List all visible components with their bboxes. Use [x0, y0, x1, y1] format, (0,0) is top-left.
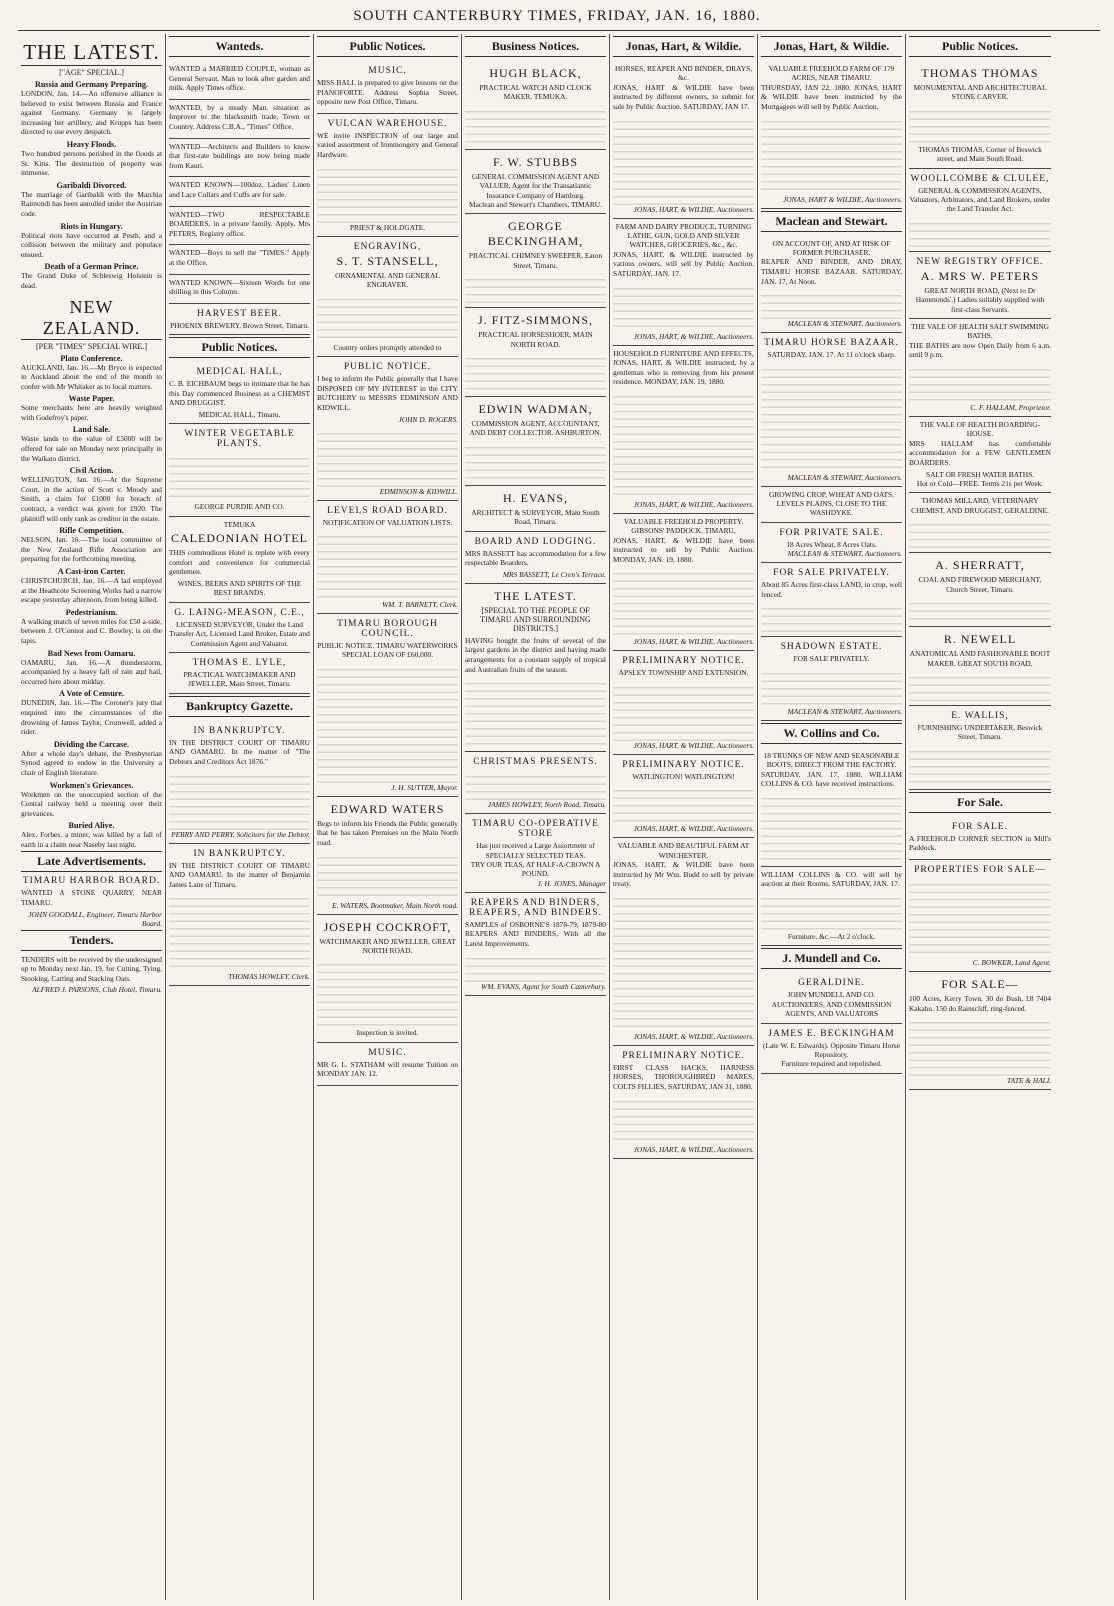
ad-title: NEW REGISTRY OFFICE. [916, 256, 1044, 267]
ad-signature: THOMAS THOMAS, Corner of Beswick street, and Main South Road. [918, 144, 1042, 164]
ad-title: FOR PRIVATE SALE. [779, 527, 884, 538]
ad-text-block [761, 602, 902, 632]
ad-text-block [465, 952, 606, 982]
ad-signature: JONAS, HART & WILDIE, Auctioneers. [783, 194, 902, 204]
ad-body: Has just received a Large Assortment of SPECIALLY SELECTED TEAS. [476, 841, 595, 860]
ad-body: REAPER AND BINDER, AND DRAY, TIMARU HORSE BAZAAR. SATURDAY, JAN. 17, At Noon. [761, 257, 902, 286]
ad-title: ENGRAVING, [353, 241, 422, 252]
ad-title: A. MRS W. PETERS [920, 268, 1040, 283]
ad-body: JOHN MUNDELL AND CO. AUCTIONEERS, AND COMMISSION AGENTS, AND VALUATORS [771, 990, 892, 1019]
ad-body: Hot or Cold—FREE. Terms 21s per Week. [916, 479, 1044, 489]
ad-text-block [317, 427, 458, 487]
ad-title: TEMUKA [223, 519, 256, 529]
ad-body: Begs to inform his Friends the Public generally that he has taken Premises on the Main North road. [317, 818, 458, 847]
ad-title: H. EVANS, [502, 490, 569, 505]
ad-signature: JONAS, HART, & WILDIE, Auctioneers. [633, 331, 754, 341]
ad-title: LEVELS ROAD BOARD. [327, 505, 448, 516]
news-body: A walking match of seven miles for £50 a-side, between J. O'Connor and C. Bowley, is on the tapis. [21, 616, 162, 645]
late-ads-heading: Late Advertisements. [21, 851, 162, 872]
column-auctioneers [758, 34, 906, 1600]
public-notices-heading: Public Notices. [169, 337, 310, 358]
ad-title: GERALDINE. [798, 978, 865, 989]
ad-title: VALUABLE FREEHOLD FARM OF 179 ACRES, NEAR TIMARU. [768, 64, 895, 83]
ad-title: HOUSEHOLD FURNITURE AND EFFECTS, [613, 348, 754, 358]
ad-text-block [761, 667, 902, 707]
ad-body: SATURDAY, JAN. 17, 1880. WILLIAM COLLINS & CO. have received instructions. [761, 769, 902, 789]
ad-body: GREAT NORTH ROAD, (Next to Dr Hammonds'.) Ladies suitably supplied with first-class Servants. [915, 285, 1045, 314]
ad-text-block [613, 784, 754, 824]
wanted-ad: WANTED—Boys to sell the "TIMES." Apply at the Office. [169, 248, 310, 267]
wanted-ad: WANTED, by a steady Man, situation as Improver to the blacksmith trade, Town or Country. Address C.B.A., "Times" Office. [169, 102, 310, 131]
ad-body: LEVELS PLAINS, CLOSE TO THE WASHDYKE. [776, 499, 887, 518]
ad-signature: TATE & HALL [1007, 1076, 1051, 1086]
news-body: NELSON, Jan. 16.—The local committee of the New Zealand Rifle Association are preparing for the forthcoming meeting. [21, 535, 162, 564]
ad-text-block [909, 105, 1051, 145]
ad-title: PUBLIC NOTICE. [343, 362, 432, 373]
ad-body: JONAS, HART, & WILDIE have been instructed by Mr Wm. Budd to sell by private treaty. [613, 860, 754, 889]
ad-title: WOOLLCOMBE & CLULEE, [910, 173, 1050, 184]
ad-title: EDWARD WATERS [330, 801, 445, 816]
ad-title: G. LAING-MEASON, C.E., [174, 607, 305, 618]
ad-body: IN THE DISTRICT COURT OF TIMARU AND OAMARU. In the matter of Benjamin James Lane of Timaru. [169, 860, 310, 889]
news-headline: Pedestrianism. [65, 607, 118, 617]
ad-text-block [613, 567, 754, 637]
news-headline: Riots in Hungary. [60, 221, 123, 231]
jonas-heading: Jonas, Hart, & Wildie. [613, 36, 754, 57]
ad-signature: WM. T. BARNETT, Clerk. [382, 599, 458, 609]
ad-title: VALUABLE AND BEAUTIFUL FARM AT WINCHESTER. [617, 841, 750, 860]
ad-signature: JONAS, HART, & WILDIE, Auctioneers. [633, 637, 754, 647]
ad-signature: JONAS, HART, & WILDIE, Auctioneers. [633, 1031, 754, 1041]
ad-body: WANTED A STONE QUARRY, NEAR TIMARU. [21, 888, 162, 908]
ad-signature: PERRY AND PERRY, Solicitors for the Debtor. [171, 829, 310, 839]
ad-text-block [909, 878, 1051, 958]
news-headline: Rifle Competition. [59, 526, 124, 536]
ad-title: EDWIN WADMAN, [478, 402, 593, 417]
ad-title: THOMAS THOMAS [921, 66, 1039, 80]
collins-heading: W. Collins and Co. [761, 723, 902, 744]
ad-title: REAPERS AND BINDERS, REAPERS, AND BINDERS. [469, 897, 602, 918]
ad-title: A. SHERRATT, [935, 558, 1025, 573]
ad-body: WE invite INSPECTION of our large and varied assortment of Ironmongery and General Hardware. [317, 130, 458, 159]
ad-title: SALT OR FRESH WATER BATHS. [925, 469, 1035, 479]
ad-title: MUSIC. [368, 66, 407, 76]
ad-signature: JOHN D. ROGERS. [398, 414, 458, 424]
ad-text-block [761, 792, 902, 862]
ad-title: R. NEWELL [943, 632, 1017, 647]
ad-signature: PRIEST & HOLDGATE. [349, 222, 426, 232]
ad-title: TIMARU BOROUGH COUNCIL. [337, 618, 438, 639]
ad-text-block [613, 892, 754, 1032]
ad-text-block [317, 163, 458, 223]
news-body: Political riots have occurred at Pesth, and a collision between the military and populace ensued. [21, 230, 162, 259]
ad-title: PRELIMINARY NOTICE. [622, 656, 745, 667]
ad-title: THE VALE OF HEALTH BOARDING-HOUSE. [919, 420, 1041, 439]
newspaper-page [18, 34, 1102, 1600]
ad-text-block [613, 681, 754, 741]
news-headline: Land Sale. [72, 425, 111, 435]
ad-signature: ALFRED J. PARSONS, Club Hotel, Timaru. [32, 985, 162, 995]
ad-signature: J. H. JONES, Manager [537, 878, 606, 888]
ad-body: COAL AND FIREWOOD MERCHANT, Church Street, Timaru. [918, 575, 1042, 594]
ad-title: GROWING CROP, WHEAT AND OATS. [769, 489, 894, 499]
ad-text-block [909, 671, 1051, 701]
for-sale-heading: For Sale. [909, 792, 1051, 813]
ad-body: Furniture repaired and repolished. [781, 1059, 882, 1069]
public-notices-heading: Public Notices. [909, 36, 1051, 57]
ad-signature: MACLEAN & STEWART, Auctioneers. [787, 706, 902, 716]
ad-body: TENDERS will be received by the undersigned up to Monday next Jan. 19, for Cutting, Tying, Stooking, Carting and Stacking Oats. [21, 954, 162, 983]
ad-title: CHRISTMAS PRESENTS. [473, 757, 598, 768]
wanted-ad: WANTED KNOWN—Sixteen Words for one shilling in this Column. [169, 277, 310, 297]
ad-signature: C. BOWKER, Land Agent. [972, 957, 1051, 967]
ad-title: MUSIC. [368, 1047, 407, 1058]
ad-title: JAMES E. BECKINGHAM [768, 1028, 895, 1039]
latest-title: THE LATEST. [21, 40, 162, 66]
ad-title: SHADOWN ESTATE. [780, 642, 883, 653]
ad-text-block [169, 770, 310, 830]
ad-body: MRS HALLAM has comfortable accommodation for a FEW GENTLEMEN BOARDERS. [909, 438, 1051, 468]
ad-body: About 85 Acres first-class LAND, in crop, well fenced. [761, 580, 902, 599]
ad-body: PRACTICAL WATCH AND CLOCK MAKER, TEMUKA. [479, 83, 592, 102]
ad-body: GENERAL COMMISSION AGENT AND VALUER, Agent for the Transatlantic Insurance Company of Hamburg. [471, 171, 600, 200]
news-headline: Dividing the Carcase. [53, 739, 130, 749]
ad-signature: C. F. HALLAM, Proprietor. [970, 403, 1051, 413]
ad-body: I beg to inform the Public generally that I have DISPOSED OF MY INTEREST in the CITY BUTCHERY to MESSRS EDMINSON AND KIDWILL. [317, 374, 458, 412]
ad-title: F. W. STUBBS [492, 154, 579, 169]
ad-signature: MACLEAN & STEWART, Auctioneers. [787, 319, 902, 329]
ad-body: WATLINGTON! WATLINGTON! [632, 771, 735, 781]
news-body: Workmen on the unoccupied section of the Central railway held a meeting over their grievances. [21, 789, 162, 818]
ad-title: THOMAS MILLARD, VETERINARY CHEMIST, AND DRUGGIST, GERALDINE. [911, 496, 1049, 515]
ad-signature: GEORGE PURDIE AND CO. [194, 502, 285, 512]
ad-text-block [761, 892, 902, 932]
column-public-notices [314, 34, 462, 1600]
ad-text-block [465, 352, 606, 392]
bankruptcy-heading: Bankruptcy Gazette. [169, 696, 310, 717]
ad-body: A FREEHOLD CORNER SECTION in Mill's Paddock. [909, 833, 1051, 853]
column-wanteds [166, 34, 314, 1600]
news-headline: Heavy Floods. [66, 139, 117, 149]
wanted-ad: WANTED—Architects and Builders to know that first-rate buildings are now being made from Kauri. [169, 141, 310, 170]
ad-body: WATCHMAKER AND JEWELLER, GREAT NORTH ROAD. [319, 936, 456, 955]
ad-title: HUGH BLACK, [489, 66, 582, 80]
ad-title: E. WALLIS, [951, 710, 1009, 721]
ad-body: 100 Acres, Kerry Town. 30 do Bush, £8 7404 Kakahu. 150 do Rainscliff, ring-fenced. [909, 993, 1051, 1013]
ad-body: PRACTICAL WATCHMAKER AND JEWELLER, Main Street, Timaru. [183, 669, 296, 689]
ad-body: JONAS, HART, & WILDIE instructed by various owners, will sell by Public Auction. SATURDAY, JAN. 17. [613, 249, 754, 278]
ad-body: SATURDAY, JAN. 17. At 11 o'clock sharp. [767, 350, 896, 360]
masthead: SOUTH CANTERBURY TIMES, FRIDAY, JAN. 16, 1880. [353, 8, 761, 24]
ad-body: APSLEY TOWNSHIP AND EXTENSION. [618, 668, 749, 678]
ad-body: COMMISSION AGENT, ACCOUNTANT, AND DEBT COLLECTOR. ASHBURTON. [469, 419, 602, 438]
ad-signature: E. WATERS, Bootmaker, Main North road. [331, 900, 458, 910]
ad-title: FOR SALE PRIVATELY. [773, 568, 890, 579]
ad-body: 18 Acres Wheat, 8 Acres Oats. [786, 539, 877, 549]
column-business-notices [462, 34, 610, 1600]
ad-signature: JONAS, HART, & WILDIE, Auctioneers. [633, 824, 754, 834]
wanteds-heading: Wanteds. [169, 36, 310, 57]
masthead-rule [18, 30, 1100, 31]
ad-text-block [465, 441, 606, 481]
news-headline: Buried Alive. [68, 821, 115, 831]
news-body: LONDON, Jan. 14.—An offensive alliance is believed to exist between Russia and France against Germany. Germany is largely increasing her artillery, and Krupps has been directed to use every despatch. [21, 89, 162, 137]
news-headline: Workmen's Grievances. [49, 780, 134, 790]
ad-signature: JAMES HOWLEY, North Road, Timaru. [487, 800, 606, 810]
ad-body: (Late W. E. Edwards). Opposite Timaru Horse Repository. [763, 1040, 900, 1060]
tenders-heading: Tenders. [21, 930, 162, 951]
ad-signature: EDMINSON & KIDWILL. [379, 486, 458, 496]
latest-subtitle: ["AGE" SPECIAL.] [59, 68, 124, 77]
ad-body: SAMPLES of OSBORNE'S 1878-79, 1879-80 REAPERS AND BINDERS, With all the Latest Improvements. [465, 919, 606, 949]
news-body: AUCKLAND, Jan. 16.—Mr Bryce is expected in Auckland about the end of the month to confer with Mr Whitaker as to local matters. [21, 362, 162, 391]
ad-body: PRACTICAL HORSESHOER, MAIN NORTH ROAD. [478, 330, 593, 349]
ad-body: FIRST CLASS HACKS, HARNESS HORSES, THOROUGHBRED MARES, COLTS FILLIES, SATURDAY, JAN 31, 1880. [613, 1062, 754, 1091]
ad-title: JOSEPH COCKROFT, [323, 919, 452, 934]
ad-body: IN THE DISTRICT COURT OF TIMARU AND OAMARU. In the matter of "The Debtors and Creditors Act 1876." [169, 737, 310, 766]
ad-text-block [909, 363, 1051, 403]
ad-body: Maclean and Stewart's Chambers, TIMARU. [469, 200, 602, 210]
ad-body: MRS BASSETT has accommodation for a few respectable Boarders. [465, 548, 606, 568]
ad-title: GEORGE BECKINGHAM, [487, 219, 584, 249]
ad-text-block [613, 390, 754, 500]
ad-subtitle: [SPECIAL TO THE PEOPLE OF TIMARU AND SURROUNDING DISTRICTS.] [480, 605, 591, 633]
ad-signature: JOHN GOODALL, Engineer, Timaru Harbor Board. [28, 909, 162, 928]
mundell-heading: J. Mundell and Co. [761, 948, 902, 969]
ad-text-block [761, 115, 902, 195]
ad-text-block [465, 770, 606, 800]
news-body: Two hundred persons perished in the floods at St. Kitts. The destruction of property was immense. [21, 148, 162, 178]
ad-body: FOR SALE PRIVATELY. [793, 654, 870, 664]
ad-body: HAVING bought the fruits of several of the largest gardens in the district and having made arrangements for a constant supply of tropical and Australian fruits of the season. [465, 635, 606, 674]
news-body: WELLINGTON, Jan. 16.—At the Supreme Court, in the action of Scott v. Moody and Smith, a claim for £1000 for breach of contract, a verdict was given for £920. The plaintiff will only rank as creditor in the estate. [21, 475, 162, 523]
ad-body: LICENSED SURVEYOR, Under the Land Transfer Act, Licensed Land Broker, Estate and Commission Agent and Valuator. [169, 619, 310, 648]
ad-body: THURSDAY, JAN 22, 1880. JONAS, HART & WILDIE have been instructed by the Mortgagees will sell by Public Auction. [761, 82, 902, 111]
column-public-notices-right [906, 34, 1054, 1600]
jonas-heading: Jonas, Hart, & Wildie. [761, 36, 902, 57]
ad-signature: JONAS, HART, & WILDIE, Auctioneers. [633, 1144, 754, 1154]
ad-title: THE LATEST. [494, 588, 577, 603]
ad-title: PRELIMINARY NOTICE. [622, 759, 745, 770]
ad-body: WINES, BEERS AND SPIRITS OF THE BEST BRANDS. [177, 578, 302, 598]
ad-title: BOARD AND LODGING. [474, 536, 597, 547]
news-body: CHRISTCHURCH, Jan. 16.—A lad employed at the Heathcote Screening Works had a narrow escape yesterday afternoon, from being killed. [21, 576, 162, 605]
news-body: Some merchants here are heavily weighted with Godefroy's paper. [21, 403, 162, 422]
ad-title: IN BANKRUPTCY. [193, 725, 286, 736]
wanted-ad: WANTED KNOWN—100doz. Ladies' Linen and Lace Collars and Cuffs are for sale. [169, 180, 310, 199]
ad-title: MEDICAL HALL, [196, 367, 283, 378]
ad-title: J. FITZ-SIMMONS, [477, 313, 593, 328]
ad-text-block [761, 363, 902, 473]
ad-text-block [613, 282, 754, 332]
ad-text-block [317, 958, 458, 1028]
ad-signature: WM. EVANS, Agent for South Canterbury. [481, 981, 606, 991]
ad-body: ORNAMENTAL AND GENERAL ENGRAVER. [335, 270, 440, 290]
news-headline: Bad News from Oamaru. [47, 648, 136, 658]
ad-signature: MACLEAN & STEWART, Auctioneers. [787, 472, 902, 482]
ad-text-block [909, 745, 1051, 785]
news-body: Alex. Forbes, a miner, was killed by a fall of earth in a claim near Naseby last night. [21, 830, 162, 849]
ad-body: MR G. L. STATHAM will resume Tuition on MONDAY JAN. 12. [317, 1059, 458, 1079]
news-headline: Russia and Germany Preparing. [34, 80, 149, 89]
ad-title: VULCAN WAREHOUSE. [327, 118, 448, 129]
ad-title: HORSES, REAPER AND BINDER, DRAYS, &c. [614, 64, 753, 83]
ad-body: C. B. EICHBAUM begs to intimate that he has this Day commenced Business as a CHEMIST AND DRUGGIST. [169, 379, 310, 408]
ad-title: HARVEST BEER. [197, 308, 282, 319]
ad-text-block [909, 1016, 1051, 1076]
ad-title: WINTER VEGETABLE PLANTS. [184, 429, 295, 450]
ad-text-block [613, 1095, 754, 1145]
column-jonas-hart-wildie [610, 34, 758, 1600]
ad-text-block [169, 892, 310, 972]
ad-text-block [761, 289, 902, 319]
ad-body: MISS BALL is prepared to give lessons on the PIANOFORTE. Address Sophia Street, opposite new Post Office, Timaru. [317, 78, 458, 107]
ad-body: TRY OUR TEAS, AT HALF-A-CROWN A POUND. [470, 860, 601, 879]
public-notices-heading: Public Notices. [317, 36, 458, 57]
ad-signature: MEDICAL HALL, Timaru. [198, 409, 281, 419]
news-headline: Civil Action. [69, 466, 114, 476]
ad-signature: J. H. SUTTER, Mayor. [391, 782, 458, 792]
ad-body: NOTIFICATION OF VALUATION LISTS. [322, 517, 453, 527]
ad-body: JONAS, HART, & WILDIE have been instructed to sell by Public Auction. MONDAY, JAN. 19, 1880. [613, 535, 754, 564]
news-body: OAMARU, Jan. 16.—A thunderstorm, accompanied by a heavy fall of rain and hail, occurred here about midday. [21, 657, 162, 686]
wanted-ad: WANTED a MARRIED COUPLE, woman as General Servant. Man to look after garden and milk. Apply Times office. [169, 64, 310, 93]
ad-signature: MACLEAN & STEWART, Auctioneers. [787, 549, 902, 559]
ad-title: CALEDONIAN HOTEL [171, 531, 308, 546]
business-notices-heading: Business Notices. [465, 36, 606, 57]
news-headline: Death of a German Prince. [44, 262, 139, 272]
ad-body: Country orders promptly attended to [333, 342, 442, 352]
ad-text-block [909, 597, 1051, 622]
ad-text-block [465, 105, 606, 145]
ad-body: THIS commodious Hotel is replete with every comfort and convenience for commercial gentlemen. [169, 548, 310, 577]
news-body: The Grand Duke of Schleswig Holstein is dead. [21, 271, 162, 290]
ad-body: PUBLIC NOTICE. TIMARU WATERWORKS SPECIAL LOAN OF £60,000. [317, 640, 458, 660]
ad-text-block [465, 677, 606, 747]
ad-body: JONAS, HART & WILDIE have been instructed by different owners, to submit for sale by Public Auction. SATURDAY, JAN 17. [613, 82, 754, 111]
ad-title: TIMARU CO-OPERATIVE STORE [472, 819, 599, 840]
ad-title: TIMARU HORSE BAZAAR. [764, 338, 899, 349]
ad-title: TIMARU HARBOR BOARD. [22, 876, 161, 887]
news-body: After a whole day's debate, the Presbyterian Synod agreed to endow in the University a chair of English literature. [21, 748, 162, 777]
ad-title: PROPERTIES FOR SALE— [914, 864, 1046, 875]
ad-body: ANATOMICAL AND FASHIONABLE BOOT MAKER. GREAT SOUTH ROAD. [909, 649, 1051, 668]
news-body: Waste lands to the value of £5000 will be offered for sale on Monday next principally in the Waikato district. [21, 434, 162, 463]
ad-title: IN BANKRUPTCY. [193, 848, 286, 859]
ad-signature: MRS BASSETT, Le Cren's Terrace. [502, 569, 606, 579]
column-latest-news [18, 34, 166, 1600]
news-headline: Plato Conference. [60, 353, 123, 363]
ad-title: PRELIMINARY NOTICE. [622, 1050, 745, 1061]
ad-title: 18 TRUNKS OF NEW AND SEASONABLE BOOTS, DIRECT FROM THE FACTORY. [763, 750, 900, 770]
ad-title: S. T. STANSELL, [336, 253, 439, 268]
ad-body: GENERAL & COMMISSION AGENTS, Valuators, Arbitrators, and Land Brokers, under the Land Transfer Act. [909, 185, 1051, 214]
ad-title: FOR SALE— [941, 976, 1019, 991]
wanted-ad: WANTED—TWO RESPECTABLE BOARDERS, in a private family. Apply, Mrs PETERS, Registry office. [169, 209, 310, 238]
ad-signature: JONAS, HART, & WILDIE, Auctioneers. [633, 204, 754, 214]
news-headline: Garibaldi Divorced. [56, 180, 127, 190]
ad-body: FURNISHING UNDERTAKER, Beswick Street, Timaru. [917, 722, 1043, 742]
news-headline: A Vote of Censure. [59, 689, 124, 699]
ad-body: THE BATHS are now Open Daily from 6 a.m. until 9 p.m. [909, 340, 1051, 360]
ad-title: ON ACCOUNT OF, AND AT RISK OF FORMER PURCHASER. [772, 238, 891, 257]
ad-text-block [169, 452, 310, 502]
ad-body: JONAS, HART, & WILDIE instructed, by a gentleman who is removing from his present residence. MONDAY, JAN. 19, 1880. [613, 358, 754, 387]
news-headline: A Cast-iron Carter. [57, 567, 126, 576]
ad-body: PRACTICAL CHIMNEY SWEEPER, Eaton Street, Timaru. [468, 251, 603, 270]
news-headline: Waste Paper. [68, 394, 115, 404]
ad-text-block [317, 663, 458, 783]
ad-title: THE VALE OF HEALTH SALT SWIMMING BATHS. [910, 322, 1050, 341]
ad-body: Inspection is invited. [356, 1028, 419, 1038]
ad-title: VALUABLE FREEHOLD PROPERTY. GIBSONS' PADDOCK, TIMARU, [623, 516, 744, 536]
ad-signature: JONAS, HART, & WILDIE, Auctioneers. [633, 499, 754, 509]
news-body: The marriage of Garibaldi with the Marchia Raimondi has been annulled under the Austrian code. [21, 189, 162, 218]
ad-body: ARCHITECT & SURVEYOR, Main South Road, Timaru. [471, 507, 600, 527]
ad-text-block [613, 115, 754, 205]
ad-text-block [465, 273, 606, 303]
ad-signature: PHOENIX BREWERY, Brown Street, Timaru. [170, 320, 309, 330]
ad-body: MONUMENTAL AND ARCHITECTURAL STONE CARVER. [913, 83, 1047, 102]
ad-signature: THOMAS HOWLEY, Clerk. [228, 972, 310, 982]
maclean-heading: Maclean and Stewart. [761, 211, 902, 232]
news-body: DUNEDIN, Jan. 16.—The Coroner's jury that enquired into the circumstances of the drowning of James Taylor, Cromwell, added a rider. [21, 698, 162, 737]
ad-title: THOMAS E. LYLE, [192, 657, 287, 668]
ad-signature: JONAS, HART, & WILDIE, Auctioneers. [633, 740, 754, 750]
nz-title: NEW ZEALAND. [21, 297, 162, 340]
nz-subtitle: [PER "TIMES" SPECIAL WIRE.] [36, 341, 147, 351]
ad-body: WILLIAM COLLINS & CO. will sell by auction at their Rooms, SATURDAY, JAN. 17. [761, 869, 902, 889]
ad-signature: Furniture, &c.—At 2 o'clock. [787, 932, 876, 941]
ad-title: FARM AND DAIRY PRODUCE, TURNING LATHE, GUN, GOLD AND SILVER WATCHES, GROCERIES, &c., &c. [615, 221, 752, 250]
ad-text-block [909, 217, 1051, 247]
ad-text-block [317, 530, 458, 600]
ad-title: FOR SALE. [952, 821, 1008, 832]
ad-text-block [909, 518, 1051, 548]
ad-text-block [317, 293, 458, 343]
ad-text-block [317, 851, 458, 901]
